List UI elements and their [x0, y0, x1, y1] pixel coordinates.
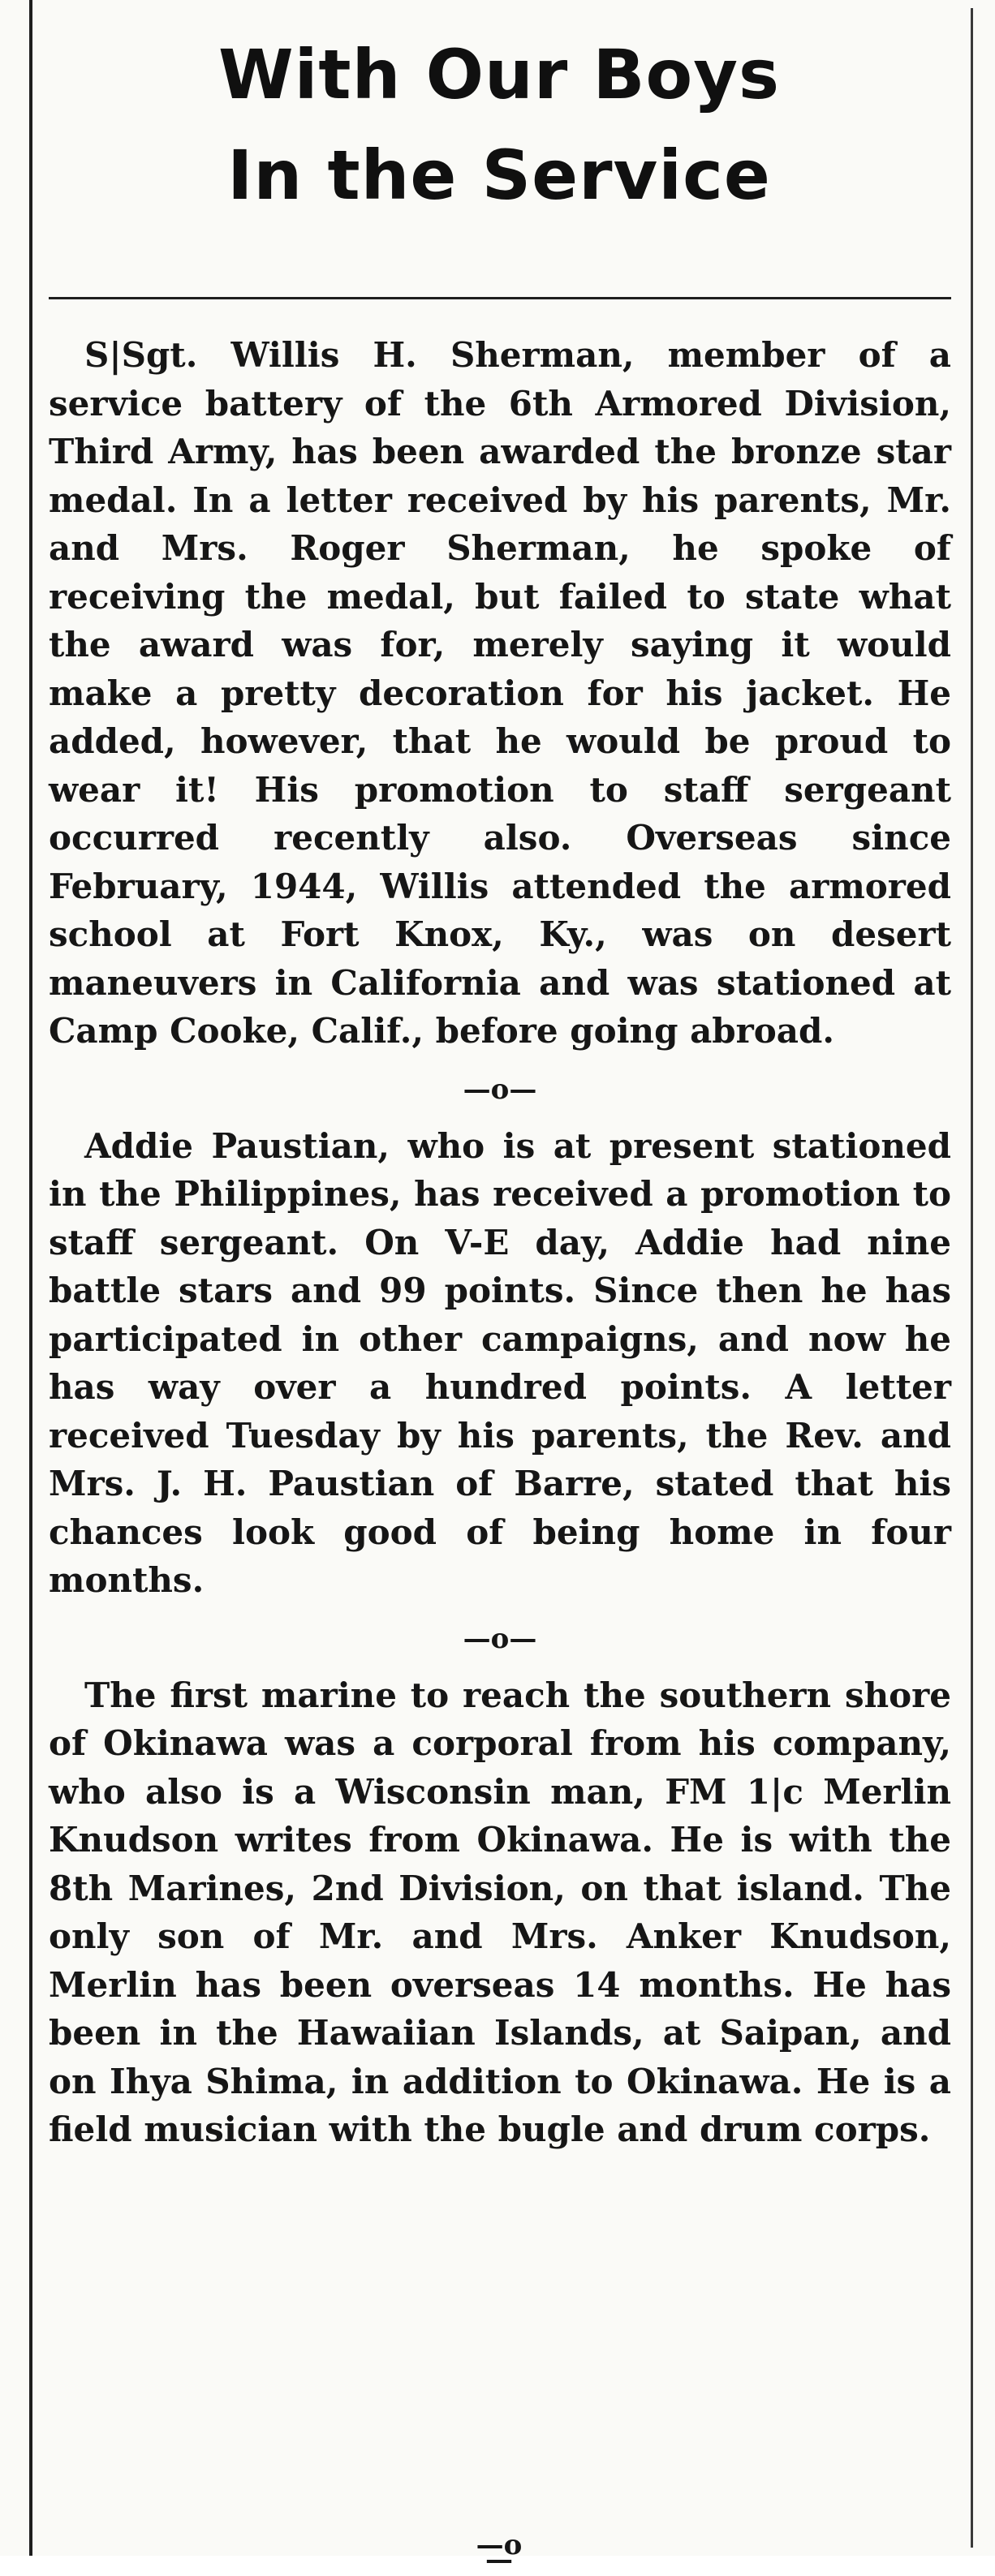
item-divider-partial: —o— — [476, 2529, 523, 2576]
news-items — [49, 331, 951, 2154]
headline-line-2: In the Service — [227, 135, 771, 215]
item-divider: —o— — [463, 1073, 537, 1106]
headline — [49, 24, 950, 226]
headline-line-1: With Our Boys — [218, 35, 780, 114]
news-item-paustian: Addie Paustian, who is at present stationed in the Philippines, has received a promotion to staff sergeant. On V-E day, Addie had nine battle stars and 99 points. Since then he has participated in other campaigns, and now he has way over a hundred points. A letter received Tuesday by his parents, the Rev. and Mrs. J. H. Paustian of Barre, stated that his chances look good of being home in four months. — [49, 1125, 951, 1600]
headline-rule — [49, 297, 951, 299]
news-item-knudson: The first marine to reach the southern shore of Okinawa was a corporal from his company, who also is a Wisconsin man, FM 1|c Merlin Knudson writes from Okinawa. He is with the 8th Marines, 2nd Division, on that island. The only son of Mr. and Mrs. Anker Knudson, Merlin has been overseas 14 months. He has been in the Hawaiian Islands, at Saipan, and on Ihya Shima, in addition to Okinawa. He is a field musician with the bugle and drum corps. — [49, 1675, 951, 2149]
column-rule-left — [29, 0, 32, 2556]
news-item-sherman: S|Sgt. Willis H. Sherman, member of a service battery of the 6th Armored Division, Third Army, has been awarded the bronze star medal. In a letter received by his parents, Mr. and Mrs. Roger Sherman, he spoke of receiving the medal, but failed to state what the award was for, merely saying it would make a pretty decoration for his jacket. He added, however, that he would be proud to wear it! His promotion to staff sergeant occurred recently also. Overseas since February, 1944, Willis attended the armored school at Fort Knox, Ky., was on desert maneuvers in California and was stationed at Camp Cooke, Calif., before going abroad. — [49, 335, 951, 1051]
item-divider: —o— — [463, 1622, 537, 1655]
column-rule-right — [971, 8, 973, 2548]
